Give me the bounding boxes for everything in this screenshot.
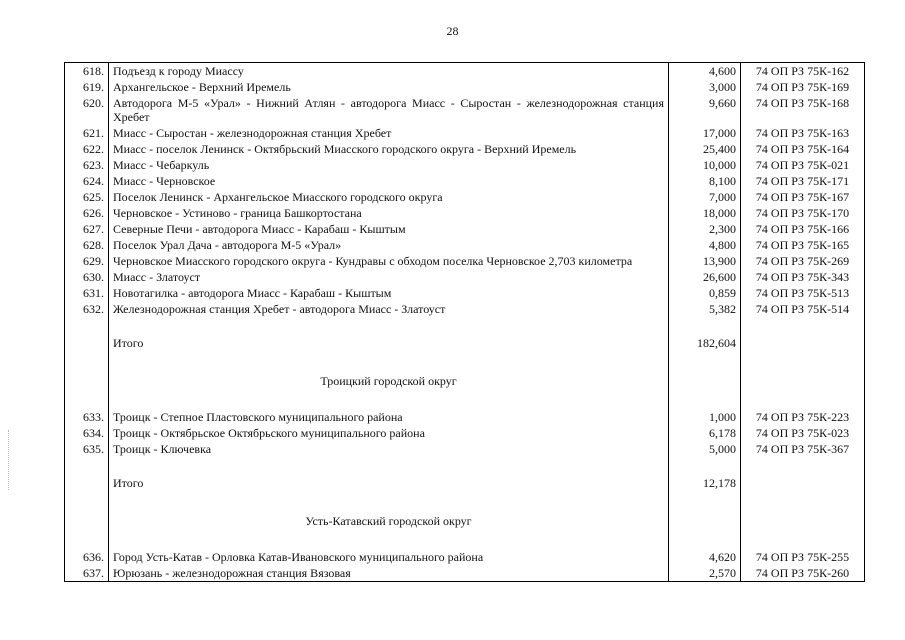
table-row xyxy=(65,221,865,237)
road-code xyxy=(741,473,865,493)
road-length: 17,000 xyxy=(669,125,741,141)
road-code: 74 ОП РЗ 75К-367 xyxy=(741,441,865,457)
district-heading-row xyxy=(65,369,865,393)
roads-table-body xyxy=(65,63,865,582)
table-row xyxy=(65,141,865,157)
table-row xyxy=(65,173,865,189)
road-name: Юрюзань - железнодорожная станция Вязовая xyxy=(109,565,669,582)
road-length: 8,100 xyxy=(669,173,741,189)
row-number: 623. xyxy=(65,157,109,173)
road-code: 74 ОП РЗ 75К-162 xyxy=(741,63,865,80)
road-code xyxy=(741,353,865,369)
row-number: 637. xyxy=(65,565,109,582)
road-name: Троицк - Степное Пластовского муниципального района xyxy=(109,409,669,425)
road-length xyxy=(669,533,741,549)
road-code xyxy=(741,533,865,549)
blank-row xyxy=(65,393,865,409)
road-code xyxy=(741,317,865,333)
blank-row xyxy=(65,317,865,333)
row-number: 619. xyxy=(65,79,109,95)
table-row xyxy=(65,565,865,582)
road-code: 74 ОП РЗ 75К-167 xyxy=(741,189,865,205)
road-code: 74 ОП РЗ 75К-163 xyxy=(741,125,865,141)
row-number: 624. xyxy=(65,173,109,189)
road-name xyxy=(109,317,669,333)
road-length: 5,382 xyxy=(669,301,741,317)
page-number: 28 xyxy=(446,24,459,38)
road-name xyxy=(109,457,669,473)
road-name: Миасс - поселок Ленинск - Октябрьский Миасского городского округа - Верхний Иремель xyxy=(109,141,669,157)
blank-row xyxy=(65,353,865,369)
road-code xyxy=(741,509,865,533)
road-code: 74 ОП РЗ 75К-169 xyxy=(741,79,865,95)
row-number: 620. xyxy=(65,95,109,125)
row-number: 622. xyxy=(65,141,109,157)
road-name: Подъезд к городу Миассу xyxy=(109,63,669,80)
row-number xyxy=(65,353,109,369)
road-code xyxy=(741,393,865,409)
blank-row xyxy=(65,533,865,549)
row-number: 618. xyxy=(65,63,109,80)
table-row xyxy=(65,189,865,205)
roads-table xyxy=(64,62,865,582)
table-row xyxy=(65,409,865,425)
road-name: Миасс - Черновское xyxy=(109,173,669,189)
road-name: Троицкий городской округ xyxy=(109,369,669,393)
row-number xyxy=(65,369,109,393)
blank-row xyxy=(65,493,865,509)
road-code: 74 ОП РЗ 75К-171 xyxy=(741,173,865,189)
road-code: 74 ОП РЗ 75К-223 xyxy=(741,409,865,425)
table-row xyxy=(65,63,865,80)
road-length: 9,660 xyxy=(669,95,741,125)
row-number: 621. xyxy=(65,125,109,141)
row-number: 630. xyxy=(65,269,109,285)
table-row xyxy=(65,237,865,253)
road-length xyxy=(669,353,741,369)
road-length: 4,600 xyxy=(669,63,741,80)
road-name: Миасс - Сыростан - железнодорожная станция Хребет xyxy=(109,125,669,141)
table-row xyxy=(65,285,865,301)
total-row xyxy=(65,473,865,493)
road-length: 182,604 xyxy=(669,333,741,353)
road-length xyxy=(669,317,741,333)
row-number xyxy=(65,457,109,473)
row-number: 636. xyxy=(65,549,109,565)
row-number: 635. xyxy=(65,441,109,457)
road-length xyxy=(669,457,741,473)
road-name: Железнодорожная станция Хребет - автодорога Миасс - Златоуст xyxy=(109,301,669,317)
road-code: 74 ОП РЗ 75К-168 xyxy=(741,95,865,125)
table-row xyxy=(65,425,865,441)
road-name: Автодорога М-5 «Урал» - Нижний Атлян - автодорога Миасс - Сыростан - железнодорожная станция Хребет xyxy=(109,95,669,125)
road-name: Троицк - Ключевка xyxy=(109,441,669,457)
road-length: 5,000 xyxy=(669,441,741,457)
road-name: Поселок Урал Дача - автодорога М-5 «Урал» xyxy=(109,237,669,253)
margin-mark xyxy=(8,430,10,490)
road-code: 74 ОП РЗ 75К-514 xyxy=(741,301,865,317)
road-name: Итого xyxy=(109,333,669,353)
road-length xyxy=(669,393,741,409)
road-length: 25,400 xyxy=(669,141,741,157)
road-name: Архангельское - Верхний Иремель xyxy=(109,79,669,95)
table-row xyxy=(65,205,865,221)
road-code xyxy=(741,457,865,473)
road-name: Поселок Ленинск - Архангельское Миасского городского округа xyxy=(109,189,669,205)
road-code: 74 ОП РЗ 75К-023 xyxy=(741,425,865,441)
road-length: 1,000 xyxy=(669,409,741,425)
row-number: 634. xyxy=(65,425,109,441)
road-name: Миасс - Златоуст xyxy=(109,269,669,285)
road-code: 74 ОП РЗ 75К-255 xyxy=(741,549,865,565)
road-name: Северные Печи - автодорога Миасс - Карабаш - Кыштым xyxy=(109,221,669,237)
road-code: 74 ОП РЗ 75К-021 xyxy=(741,157,865,173)
row-number: 627. xyxy=(65,221,109,237)
road-length xyxy=(669,493,741,509)
row-number: 628. xyxy=(65,237,109,253)
road-name: Черновское Миасского городского округа - Кундравы с обходом поселка Черновское 2,703 километра xyxy=(109,253,669,269)
road-length: 0,859 xyxy=(669,285,741,301)
district-heading-row xyxy=(65,509,865,533)
row-number xyxy=(65,509,109,533)
road-name: Город Усть-Катав - Орловка Катав-Ивановского муниципального района xyxy=(109,549,669,565)
road-length: 7,000 xyxy=(669,189,741,205)
road-length: 4,620 xyxy=(669,549,741,565)
road-name: Черновское - Устиново - граница Башкортостана xyxy=(109,205,669,221)
road-code xyxy=(741,493,865,509)
road-code: 74 ОП РЗ 75К-343 xyxy=(741,269,865,285)
table-row xyxy=(65,95,865,125)
table-row xyxy=(65,157,865,173)
row-number xyxy=(65,317,109,333)
row-number xyxy=(65,333,109,353)
road-code: 74 ОП РЗ 75К-260 xyxy=(741,565,865,582)
road-code: 74 ОП РЗ 75К-269 xyxy=(741,253,865,269)
row-number: 632. xyxy=(65,301,109,317)
row-number xyxy=(65,493,109,509)
road-length: 3,000 xyxy=(669,79,741,95)
road-length: 2,570 xyxy=(669,565,741,582)
row-number xyxy=(65,533,109,549)
road-code: 74 ОП РЗ 75К-166 xyxy=(741,221,865,237)
row-number: 626. xyxy=(65,205,109,221)
table-row xyxy=(65,549,865,565)
road-code xyxy=(741,369,865,393)
road-code xyxy=(741,333,865,353)
total-row xyxy=(65,333,865,353)
road-name xyxy=(109,493,669,509)
road-length xyxy=(669,509,741,533)
row-number: 633. xyxy=(65,409,109,425)
road-code: 74 ОП РЗ 75К-513 xyxy=(741,285,865,301)
row-number: 625. xyxy=(65,189,109,205)
row-number: 629. xyxy=(65,253,109,269)
blank-row xyxy=(65,457,865,473)
road-name: Миасс - Чебаркуль xyxy=(109,157,669,173)
road-code: 74 ОП РЗ 75К-170 xyxy=(741,205,865,221)
table-row xyxy=(65,301,865,317)
table-row xyxy=(65,79,865,95)
road-length: 12,178 xyxy=(669,473,741,493)
table-row xyxy=(65,253,865,269)
row-number: 631. xyxy=(65,285,109,301)
table-row xyxy=(65,441,865,457)
road-length: 2,300 xyxy=(669,221,741,237)
road-name xyxy=(109,393,669,409)
road-name xyxy=(109,353,669,369)
table-row xyxy=(65,125,865,141)
road-name: Итого xyxy=(109,473,669,493)
road-length: 26,600 xyxy=(669,269,741,285)
road-length xyxy=(669,369,741,393)
road-length: 6,178 xyxy=(669,425,741,441)
road-name xyxy=(109,533,669,549)
road-name: Новотагилка - автодорога Миасс - Карабаш - Кыштым xyxy=(109,285,669,301)
road-name: Усть-Катавский городской округ xyxy=(109,509,669,533)
road-length: 13,900 xyxy=(669,253,741,269)
road-name: Троицк - Октябрьское Октябрьского муниципального района xyxy=(109,425,669,441)
road-length: 18,000 xyxy=(669,205,741,221)
road-length: 4,800 xyxy=(669,237,741,253)
row-number xyxy=(65,473,109,493)
road-code: 74 ОП РЗ 75К-165 xyxy=(741,237,865,253)
table-row xyxy=(65,269,865,285)
road-code: 74 ОП РЗ 75К-164 xyxy=(741,141,865,157)
row-number xyxy=(65,393,109,409)
road-length: 10,000 xyxy=(669,157,741,173)
